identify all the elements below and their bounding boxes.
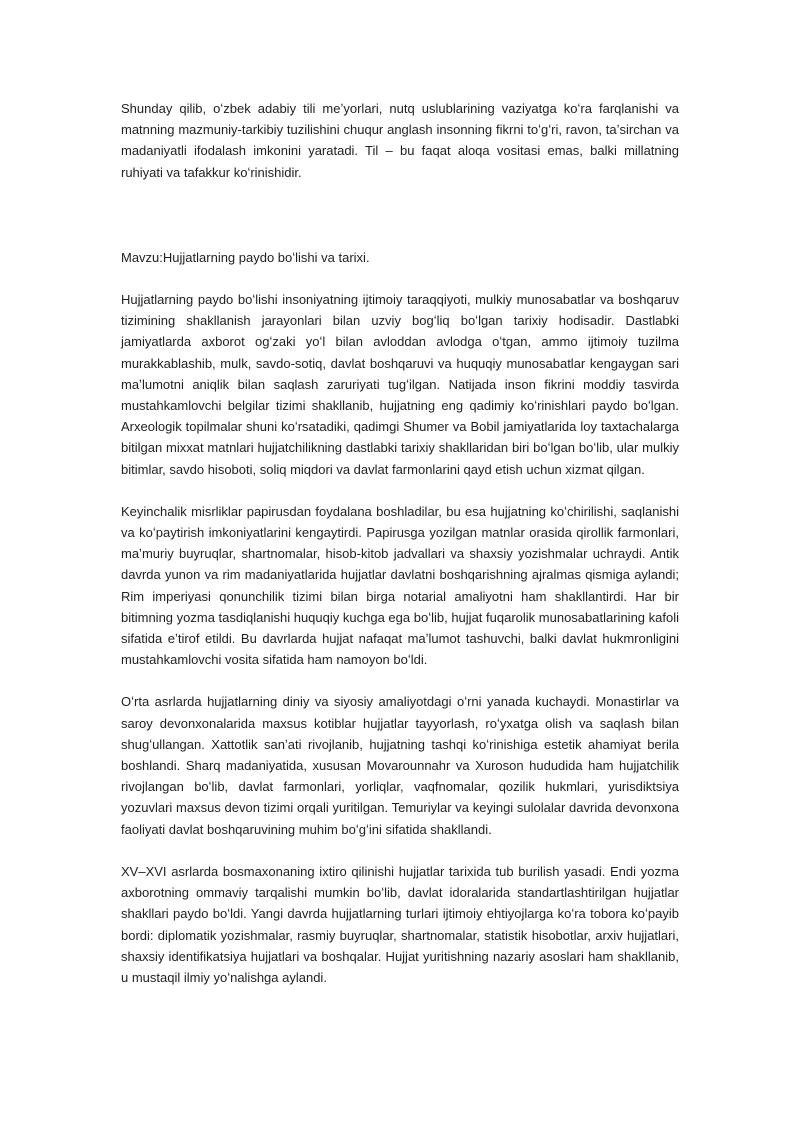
intro-paragraph: Shunday qilib, oʻzbek adabiy tili meʼyorlari, nutq uslublarining vaziyatga koʻra farqlanishi va matnning mazmuniy-tarkibiy tuzilishini chuqur anglash insonning fikrni toʻgʻri, ravon, taʼsirchan va madaniyatli ifodalash imkonini yaratadi. Til – bu faqat aloqa vositasi emas, balki millatning ruhiyati va tafakkur koʻrinishidir.: [121, 101, 679, 180]
spacer: [121, 670, 679, 691]
spacer: [121, 840, 679, 861]
body-paragraph-1: Hujjatlarning paydo boʻlishi insoniyatning ijtimoiy taraqqiyoti, mulkiy munosabatlar va boshqaruv tizimining shakllanish jarayonlari bilan uzviy bogʻliq boʻlgan tarixiy hodisadir. Dastlabki jamiyatlarda axborot ogʻzaki yoʻl bilan avloddan avlodga oʻtgan, ammo ijtimoiy tuzilma murakkablashib, mulk, savdo-sotiq, davlat boshqaruvi va huquqiy munosabatlar kengaygan sari maʼlumotni aniqlik bilan saqlash zaruriyati tugʻilgan. Natijada inson fikrini moddiy tasvirda mustahkamlovchi belgilar tizimi shakllanib, hujjatning eng qadimiy koʻrinishlari paydo boʻlgan. Arxeologik topilmalar shuni koʻrsatadiki, qadimgi Shumer va Bobil jamiyatlarida loy taxtachalarga bitilgan mixxat matnlari hujjatchilikning dastlabki tarixiy shakllaridan biri boʻlgan boʻlib, ular mulkiy bitimlar, savdo hisoboti, soliq miqdori va davlat farmonlarini qayd etish uchun xizmat qilgan.: [121, 292, 679, 477]
spacer: [121, 268, 679, 289]
spacer: [121, 480, 679, 501]
body-paragraph-4: XV–XVI asrlarda bosmaxonaning ixtiro qilinishi hujjatlar tarixida tub burilish yasadi. Endi yozma axborotning ommaviy tarqalishi mumkin boʻlib, davlat idoralarida standartlashtirilgan hujjatlar shakllari paydo boʻldi. Yangi davrda hujjatlarning turlari ijtimoiy ehtiyojlarga koʻra tobora koʻpayib bordi: diplomatik yozishmalar, rasmiy buyruqlar, shartnomalar, statistik hisobotlar, arxiv hujjatlari, shaxsiy identifikatsiya hujjatlari va boshqalar. Hujjat yuritishning nazariy asoslari ham shakllanib, u mustaqil ilmiy yoʻnalishga aylandi.: [121, 863, 679, 985]
body-paragraph-2: Keyinchalik misrliklar papirusdan foydalana boshladilar, bu esa hujjatning koʻchirilishi, saqlanishi va koʻpaytirish imkoniyatlarini kengaytirdi. Papirusga yozilgan matnlar orasida qirollik farmonlari, maʼmuriy buyruqlar, shartnomalar, hisob-kitob jadvallari va shaxsiy yozishmalar uchraydi. Antik davrda yunon va rim madaniyatlarida hujjatlar davlatni boshqarishning ajralmas qismiga aylandi; Rim imperiyasi qonunchilik tizimi bilan birga notarial amaliyotni ham shakllantirdi. Har bir bitimning yozma tasdiqlanishi huquqiy kuchga ega boʻlib, hujjat fuqarolik munosabatlarining kafoli sifatida eʼtirof etildi. Bu davrlarda hujjat nafaqat maʼlumot tashuvchi, balki davlat hukmronligini mustahkamlovchi vosita sifatida ham namoyon boʻldi.: [121, 503, 679, 668]
spacer: [121, 183, 679, 247]
body-paragraph-3: Oʻrta asrlarda hujjatlarning diniy va siyosiy amaliyotdagi oʻrni yanada kuchaydi. Monastirlar va saroy devonxonalarida maxsus kotiblar hujjatlar tayyorlash, roʻyxatga olish va saqlash bilan shugʻullangan. Xattotlik sanʼati rivojlanib, hujjatning tashqi koʻrinishiga estetik ahamiyat berila boshlandi. Sharq madaniyatida, xususan Movarounnahr va Xuroson hududida ham hujjatchilik rivojlangan boʻlib, davlat farmonlari, yorliqlar, vaqfnomalar, qozilik hukmlari, yurisdiktsiya yozuvlari maxsus devon tizimi orqali yuritilgan. Temuriylar va keyingi sulolalar davrida devonxona faoliyati davlat boshqaruvining muhim boʻgʻini sifatida shakllandi.: [121, 694, 679, 837]
document-page: [121, 98, 679, 988]
topic-heading: Mavzu:Hujjatlarning paydo boʻlishi va tarixi.: [121, 249, 370, 265]
